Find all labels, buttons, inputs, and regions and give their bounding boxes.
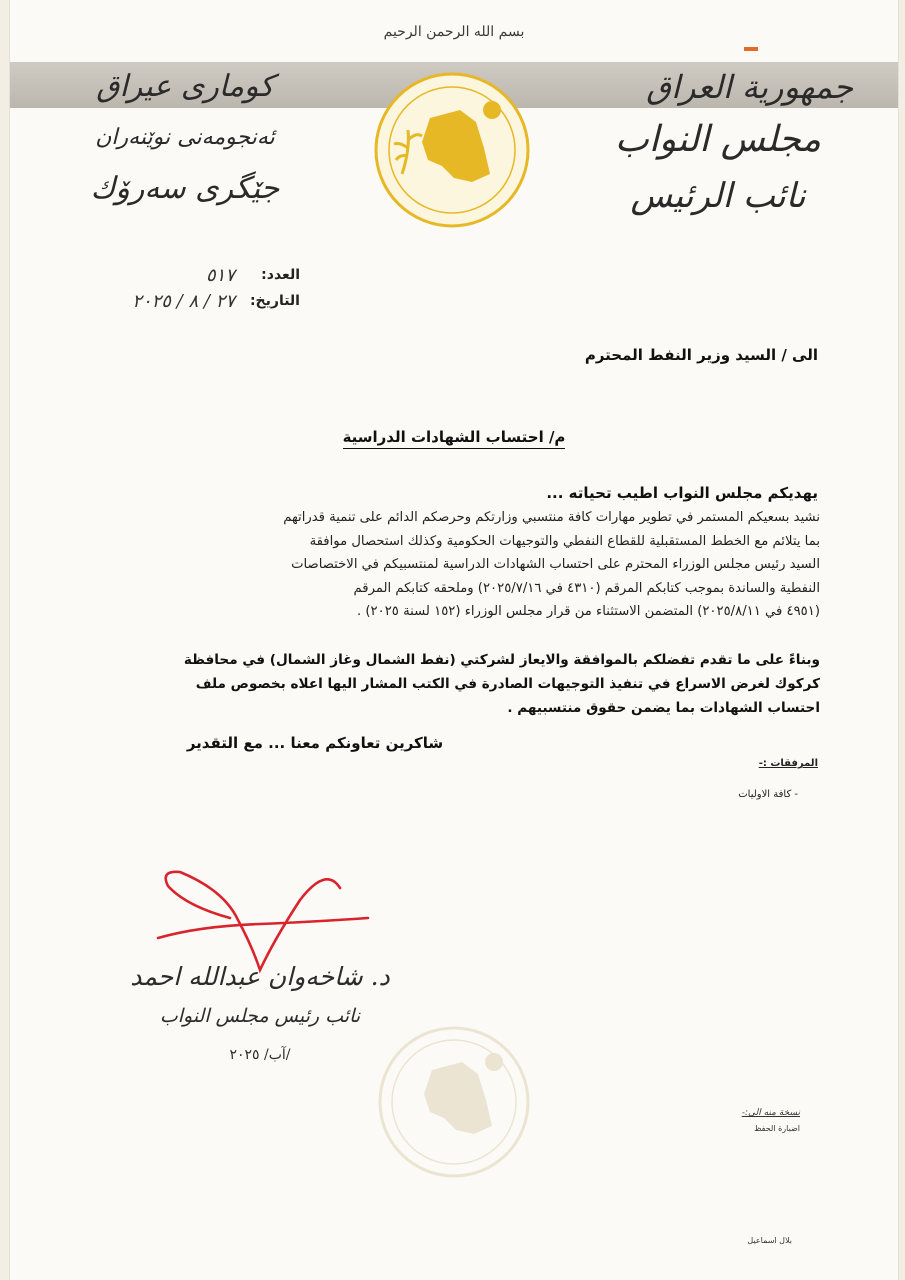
emblem-watermark-icon [374, 1022, 534, 1182]
subject-text: م/ احتساب الشهادات الدراسية [343, 428, 566, 449]
closing-line: شاكرين تعاونكم معنا ... مع التقدير [186, 734, 444, 752]
arabic-letterhead [583, 64, 853, 222]
letter-body-paragraph-2 [102, 648, 820, 720]
body-line: (٤٩٥١ في ٢٠٢٥/٨/١١) المتضمن الاستثناء من قرار مجلس الوزراء (١٥٢ لسنة ٢٠٢٥) . [357, 604, 820, 619]
signatory-title: نائب رئيس مجلس النواب [159, 1005, 361, 1027]
body-line: بما يتلائم مع الخطط المستقبلية للقطاع النفطي والتوجيهات الحكومية وكذلك استحصال موافقة [309, 533, 820, 549]
number-label: العدد: [261, 267, 300, 283]
letter-page [10, 0, 898, 1280]
body-line: نشيد بسعيكم المستمر في تطوير مهارات كافة منتسبي وزارتكم وحرصكم الدائم على تنمية قدراتهم [283, 510, 820, 525]
kurdish-council: ئەنجومەنی نوێنەران [95, 125, 275, 150]
signatory-name: د. شاخەوان عبدالله احمد [130, 962, 390, 991]
typist-initials: بلال اسماعيل [747, 1236, 792, 1245]
body-line: كركوك لغرض الاسراع في تنفيذ التوجيهات الصادرة في الكتب المشار اليها اعلاه بخصوص ملف [195, 676, 820, 692]
reference-block [50, 262, 300, 314]
date-value: ٢٧ / ٨ / ٢٠٢٥ [132, 290, 235, 312]
basmala: بسم الله الرحمن الرحيم [383, 24, 525, 40]
kurdish-letterhead [60, 64, 310, 212]
body-line: احتساب الشهادات بما يضمن حقوق منتسبيهم . [507, 700, 820, 716]
copies-to [742, 1108, 800, 1133]
date-label: التاريخ: [249, 293, 300, 309]
addressee: الى / السيد وزير النفط المحترم [584, 346, 818, 364]
subject-line [10, 428, 898, 446]
parliament-emblem-icon [372, 70, 532, 230]
republic-of-iraq: جمهورية العراق [646, 68, 853, 106]
kurdish-deputy: جێگری سەرۆك [90, 171, 280, 206]
body-line: وبناءً على ما تقدم تفضلكم بالموافقة والايعاز لشركتي (نفط الشمال وغاز الشمال) في محافظة [183, 652, 820, 668]
number-value: ٥١٧ [205, 264, 235, 286]
copies-label: نسخة منه الى:- [741, 1108, 800, 1118]
kurdish-republic: كوماری عیراق [96, 69, 274, 104]
greeting: يهديكم مجلس النواب اطيب تحياته ... [546, 484, 818, 502]
signature-date: /آب/ ٢٠٢٥ [229, 1047, 291, 1063]
council-of-representatives: مجلس النواب [614, 119, 822, 160]
letter-body-paragraph-1 [102, 506, 820, 624]
body-line: النفطية والساندة بموجب كتابكم المرقم (٤٣١٠ في ٢٠٢٥/٧/١٦) وملحقه كتابكم المرقم [353, 580, 820, 596]
attachments-label: المرفقات :- [758, 758, 818, 769]
signature-block [120, 955, 400, 1075]
deputy-speaker: نائب الرئيس [630, 176, 806, 216]
copies-item: اضبارة الحفظ [754, 1124, 800, 1133]
attachments [738, 758, 818, 800]
attachment-item: - كافة الاوليات [738, 789, 798, 800]
body-line: السيد رئيس مجلس الوزراء المحترم على احتساب الشهادات الدراسية لمنتسبيكم في الاختصاصات [291, 557, 820, 572]
orange-marker-icon [744, 44, 758, 54]
